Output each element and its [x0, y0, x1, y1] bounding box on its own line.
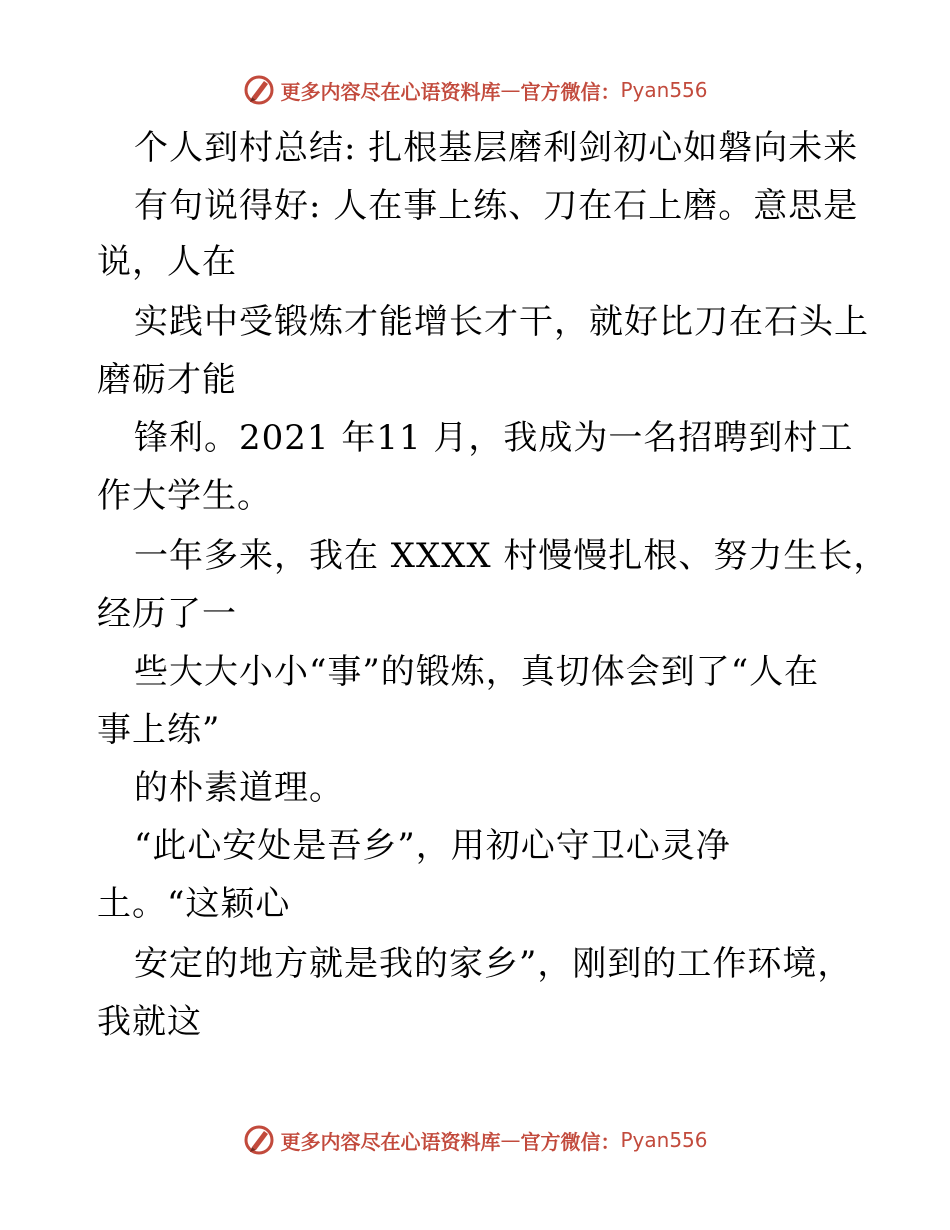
header-banner [0, 70, 950, 110]
pen-logo-icon [242, 1123, 276, 1157]
paragraph-line: 锋利。2021 年11 月，我成为一名招聘到村工 [134, 418, 854, 458]
header-brand-text: 更多内容尽在心语资料库 [280, 79, 501, 104]
footer-wechat-id: Pyan556 [620, 1128, 708, 1152]
paragraph-line: 我就这 [97, 1002, 202, 1042]
pen-logo-icon [242, 73, 276, 107]
paragraph-line: 有句说得好: 人在事上练、刀在石上磨。意思是 [134, 186, 859, 226]
paragraph-line: 土。“这颖心 [97, 884, 291, 924]
paragraph-line: 说，人在 [97, 242, 237, 282]
footer-wechat-label: 官方微信： [520, 1129, 621, 1154]
footer-banner [0, 1120, 950, 1160]
paragraph-line: 些大大小小“事”的锻炼，真切体会到了“人在 [134, 652, 820, 692]
paragraph-line: 安定的地方就是我的家乡”，刚到的工作环境， [134, 944, 853, 984]
paragraph-line: 实践中受锻炼才能增长才干，就好比刀在石头上 [134, 302, 869, 342]
header-wechat-label: 官方微信： [520, 79, 621, 104]
paragraph-line: 磨砺才能 [97, 360, 237, 400]
paragraph-line: 一年多来，我在 XXXX 村慢慢扎根、努力生长， [134, 536, 889, 576]
document-title: 个人到村总结: 扎根基层磨利剑初心如磐向未来 [134, 128, 859, 168]
paragraph-line: 事上练” [97, 710, 221, 750]
footer-brand-text: 更多内容尽在心语资料库 [280, 1129, 501, 1154]
paragraph-line: 作大学生。 [97, 476, 272, 516]
header-separator: — [500, 78, 521, 102]
paragraph-line: 的朴素道理。 [134, 768, 344, 808]
paragraph-line: 经历了一 [97, 594, 237, 634]
header-wechat-id: Pyan556 [620, 78, 708, 102]
footer-separator: — [500, 1128, 521, 1152]
paragraph-line: “此心安处是吾乡”，用初心守卫心灵净 [134, 826, 731, 866]
